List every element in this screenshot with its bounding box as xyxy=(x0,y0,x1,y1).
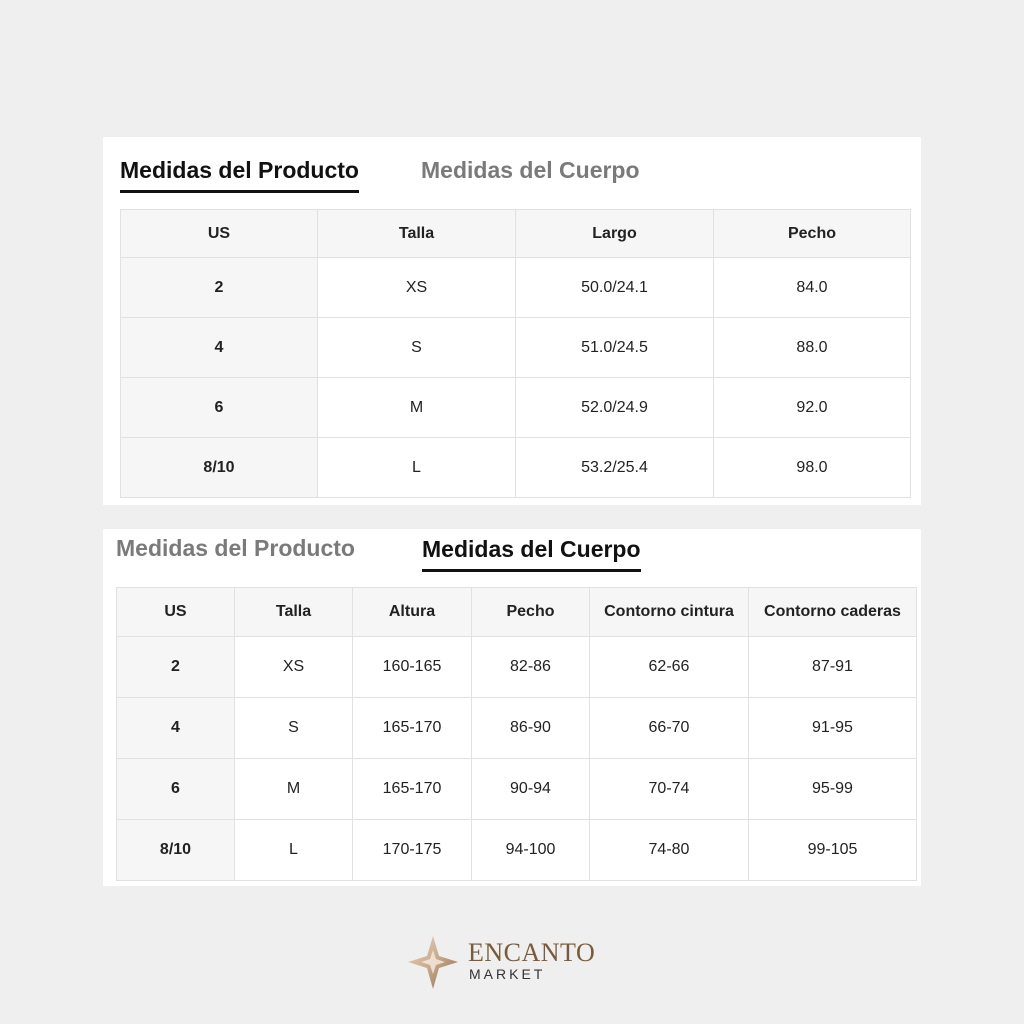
four-point-star-icon xyxy=(408,934,466,992)
cell-pecho: 98.0 xyxy=(714,438,911,498)
tab-product-measurements[interactable] xyxy=(116,534,355,562)
header-pecho: Pecho xyxy=(472,588,590,637)
cell-contorno-cintura: 62-66 xyxy=(590,637,749,698)
body-size-table xyxy=(116,587,917,881)
cell-contorno-caderas: 99-105 xyxy=(749,820,917,881)
cell-contorno-caderas: 95-99 xyxy=(749,759,917,820)
cell-pecho: 94-100 xyxy=(472,820,590,881)
cell-contorno-caderas: 87-91 xyxy=(749,637,917,698)
cell-us: 8/10 xyxy=(121,438,318,498)
tab-label: Medidas del Producto xyxy=(120,157,359,183)
table-row xyxy=(121,318,911,378)
tab-label: Medidas del Cuerpo xyxy=(422,536,641,562)
cell-pecho: 86-90 xyxy=(472,698,590,759)
cell-us: 2 xyxy=(117,637,235,698)
cell-us: 4 xyxy=(121,318,318,378)
tab-label: Medidas del Producto xyxy=(116,535,355,561)
cell-talla: M xyxy=(235,759,353,820)
cell-altura: 170-175 xyxy=(353,820,472,881)
cell-contorno-cintura: 70-74 xyxy=(590,759,749,820)
cell-us: 6 xyxy=(117,759,235,820)
active-tab-underline xyxy=(422,569,641,572)
body-measurements-panel xyxy=(103,529,921,886)
brand-logo xyxy=(408,934,598,994)
header-largo: Largo xyxy=(516,210,714,258)
tab-body-measurements[interactable] xyxy=(422,535,641,563)
table-row xyxy=(121,258,911,318)
cell-pecho: 84.0 xyxy=(714,258,911,318)
active-tab-underline xyxy=(120,190,359,193)
cell-us: 6 xyxy=(121,378,318,438)
header-talla: Talla xyxy=(235,588,353,637)
table-header-row xyxy=(117,588,917,637)
cell-talla: S xyxy=(318,318,516,378)
table-row xyxy=(121,438,911,498)
brand-name: ENCANTO xyxy=(468,938,596,967)
header-contorno-caderas: Contorno caderas xyxy=(749,588,917,637)
header-altura: Altura xyxy=(353,588,472,637)
cell-pecho: 82-86 xyxy=(472,637,590,698)
cell-talla: M xyxy=(318,378,516,438)
cell-altura: 165-170 xyxy=(353,759,472,820)
cell-contorno-cintura: 66-70 xyxy=(590,698,749,759)
cell-altura: 160-165 xyxy=(353,637,472,698)
cell-largo: 51.0/24.5 xyxy=(516,318,714,378)
cell-talla: S xyxy=(235,698,353,759)
cell-talla: L xyxy=(235,820,353,881)
header-pecho: Pecho xyxy=(714,210,911,258)
cell-talla: L xyxy=(318,438,516,498)
product-measurements-panel xyxy=(103,137,921,505)
table-row xyxy=(117,820,917,881)
cell-talla: XS xyxy=(318,258,516,318)
header-contorno-cintura: Contorno cintura xyxy=(590,588,749,637)
cell-contorno-caderas: 91-95 xyxy=(749,698,917,759)
cell-altura: 165-170 xyxy=(353,698,472,759)
tab-product-measurements[interactable] xyxy=(120,156,359,184)
tab-label: Medidas del Cuerpo xyxy=(421,157,640,183)
table-row xyxy=(121,378,911,438)
brand-subtitle: MARKET xyxy=(469,966,546,982)
cell-contorno-cintura: 74-80 xyxy=(590,820,749,881)
tab-body-measurements[interactable] xyxy=(421,156,640,184)
cell-largo: 53.2/25.4 xyxy=(516,438,714,498)
cell-us: 4 xyxy=(117,698,235,759)
cell-talla: XS xyxy=(235,637,353,698)
cell-largo: 50.0/24.1 xyxy=(516,258,714,318)
table-row xyxy=(117,759,917,820)
cell-us: 8/10 xyxy=(117,820,235,881)
cell-largo: 52.0/24.9 xyxy=(516,378,714,438)
table-row xyxy=(117,698,917,759)
cell-pecho: 90-94 xyxy=(472,759,590,820)
header-talla: Talla xyxy=(318,210,516,258)
header-us: US xyxy=(121,210,318,258)
table-header-row xyxy=(121,210,911,258)
cell-pecho: 88.0 xyxy=(714,318,911,378)
cell-us: 2 xyxy=(121,258,318,318)
table-row xyxy=(117,637,917,698)
cell-pecho: 92.0 xyxy=(714,378,911,438)
product-size-table xyxy=(120,209,911,498)
header-us: US xyxy=(117,588,235,637)
